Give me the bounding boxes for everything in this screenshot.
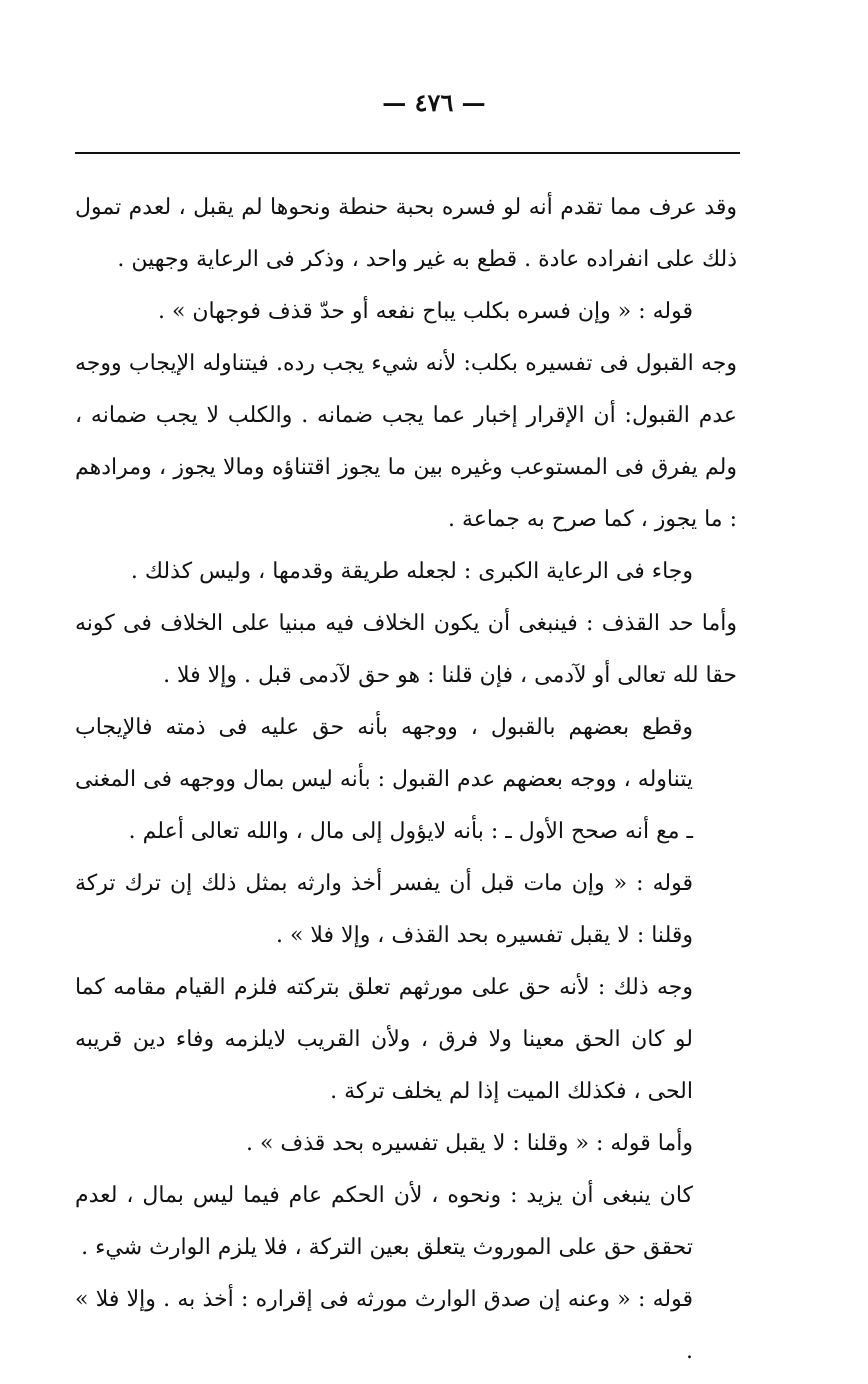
paragraph-4: وجاء فى الرعاية الكبرى : لجعله طريقة وقدمها ، وليس كذلك .	[130, 559, 693, 584]
paragraph-8: وجه ذلك : لأنه حق على مورثهم تعلق بتركته فلزم القيام مقامه كما لو كان الحق معينا ولا فرق ، ولأن القريب لايلزمه وفاء دين قريبه الحى ، فكذلك الميت إذا لم يخلف تركة .	[75, 975, 693, 1104]
paragraph-7: قوله : « وإن مات قبل أن يفسر أخذ وارثه بمثل ذلك إن ترك تركة وقلنا : لا يقبل تفسيره بحد القذف ، وإلا فلا » .	[75, 871, 693, 948]
paragraph-9: وأما قوله : « وقلنا : لا يقبل تفسيره بحد قذف » .	[245, 1131, 693, 1156]
page-number: — ٤٧٦ —	[382, 88, 486, 117]
paragraph-11: قوله : « وعنه إن صدق الوارث مورثه فى إقراره : أخذ به . وإلا فلا » .	[75, 1287, 693, 1364]
body-text	[75, 182, 737, 1378]
header-rule	[75, 152, 740, 154]
paragraph-2: قوله : « وإن فسره بكلب يباح نفعه أو حدّ قذف فوجهان » .	[157, 299, 693, 324]
paragraph-1: وقد عرف مما تقدم أنه لو فسره بحبة حنطة ونحوها لم يقبل ، لعدم تمول ذلك على انفراده عادة . قطع به غير واحد ، وذكر فى الرعاية وجهين .	[75, 195, 737, 272]
paragraph-6: وقطع بعضهم بالقبول ، ووجهه بأنه حق عليه فى ذمته فالإيجاب يتناوله ، ووجه بعضهم عدم القبول : بأنه ليس بمال ووجهه فى المغنى ـ مع أنه صحح الأول ـ : بأنه لايؤول إلى مال ، والله تعالى أعلم .	[75, 715, 693, 844]
paragraph-3: وجه القبول فى تفسيره بكلب: لأنه شيء يجب رده. فيتناوله الإيجاب ووجه عدم القبول: أن الإقرار إخبار عما يجب ضمانه . والكلب لا يجب ضمانه ، ولم يفرق فى المستوعب وغيره بين ما يجوز اقتناؤه ومالا يجوز ، ومرادهم : ما يجوز ، كما صرح به جماعة .	[75, 351, 737, 532]
paragraph-10: كان ينبغى أن يزيد : ونحوه ، لأن الحكم عام فيما ليس بمال ، لعدم تحقق حق على الموروث يتعلق بعين التركة ، فلا يلزم الوارث شيء .	[75, 1183, 693, 1260]
paragraph-5: وأما حد القذف : فينبغى أن يكون الخلاف فيه مبنيا على الخلاف فى كونه حقا لله تعالى أو لآدمى ، فإن قلنا : هو حق لآدمى قبل . وإلا فلا .	[75, 611, 737, 688]
